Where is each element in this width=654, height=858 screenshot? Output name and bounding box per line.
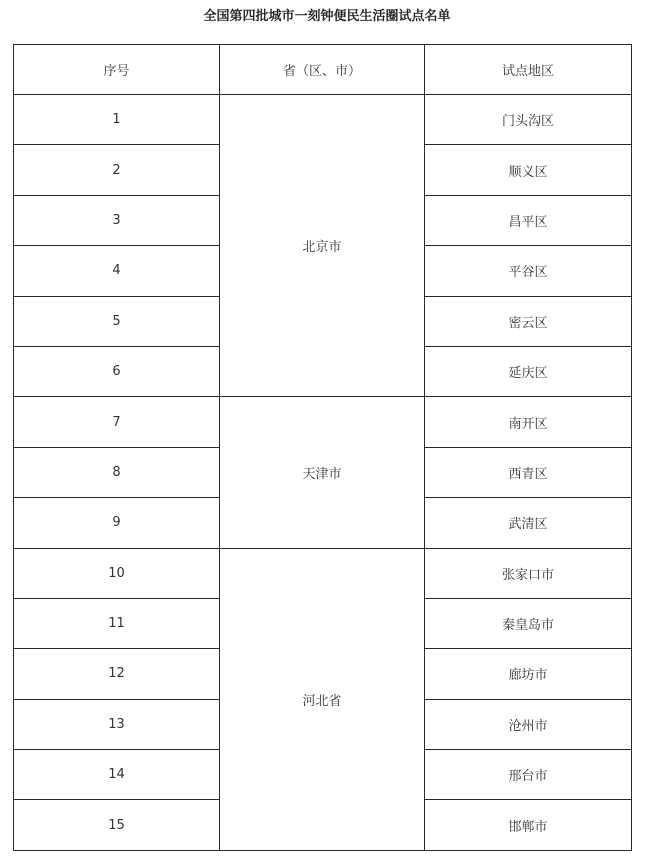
cell-district: 张家口市 — [425, 548, 632, 598]
cell-index: 14 — [14, 750, 220, 800]
header-province: 省（区、市） — [220, 45, 425, 95]
cell-district: 昌平区 — [425, 195, 632, 245]
cell-index: 4 — [14, 246, 220, 296]
header-index: 序号 — [14, 45, 220, 95]
cell-index: 9 — [14, 498, 220, 548]
cell-index: 8 — [14, 447, 220, 497]
cell-index: 1 — [14, 95, 220, 145]
table-body — [14, 95, 632, 851]
cell-index: 2 — [14, 145, 220, 195]
page-title: 全国第四批城市一刻钟便民生活圈试点名单 — [203, 9, 451, 24]
cell-district: 廊坊市 — [425, 649, 632, 699]
cell-index: 11 — [14, 598, 220, 648]
cell-index: 12 — [14, 649, 220, 699]
cell-province: 天津市 — [220, 397, 425, 548]
cell-district: 沧州市 — [425, 699, 632, 749]
header-row — [14, 45, 632, 95]
cell-district: 秦皇岛市 — [425, 598, 632, 648]
cell-index: 13 — [14, 699, 220, 749]
table-row — [14, 548, 632, 598]
table-row — [14, 397, 632, 447]
cell-district: 门头沟区 — [425, 95, 632, 145]
header-district: 试点地区 — [425, 45, 632, 95]
cell-index: 7 — [14, 397, 220, 447]
cell-index: 3 — [14, 195, 220, 245]
cell-district: 武清区 — [425, 498, 632, 548]
cell-district: 邢台市 — [425, 750, 632, 800]
cell-district: 南开区 — [425, 397, 632, 447]
cell-district: 延庆区 — [425, 346, 632, 396]
cell-district: 顺义区 — [425, 145, 632, 195]
cell-province: 北京市 — [220, 95, 425, 397]
table-header — [14, 45, 632, 95]
cell-province: 河北省 — [220, 548, 425, 850]
cell-district: 密云区 — [425, 296, 632, 346]
cell-index: 10 — [14, 548, 220, 598]
cell-district: 平谷区 — [425, 246, 632, 296]
cell-index: 5 — [14, 296, 220, 346]
cell-index: 6 — [14, 346, 220, 396]
cell-district: 西青区 — [425, 447, 632, 497]
pilot-list-table — [13, 44, 632, 851]
table-row — [14, 95, 632, 145]
cell-index: 15 — [14, 800, 220, 850]
cell-district: 邯郸市 — [425, 800, 632, 850]
